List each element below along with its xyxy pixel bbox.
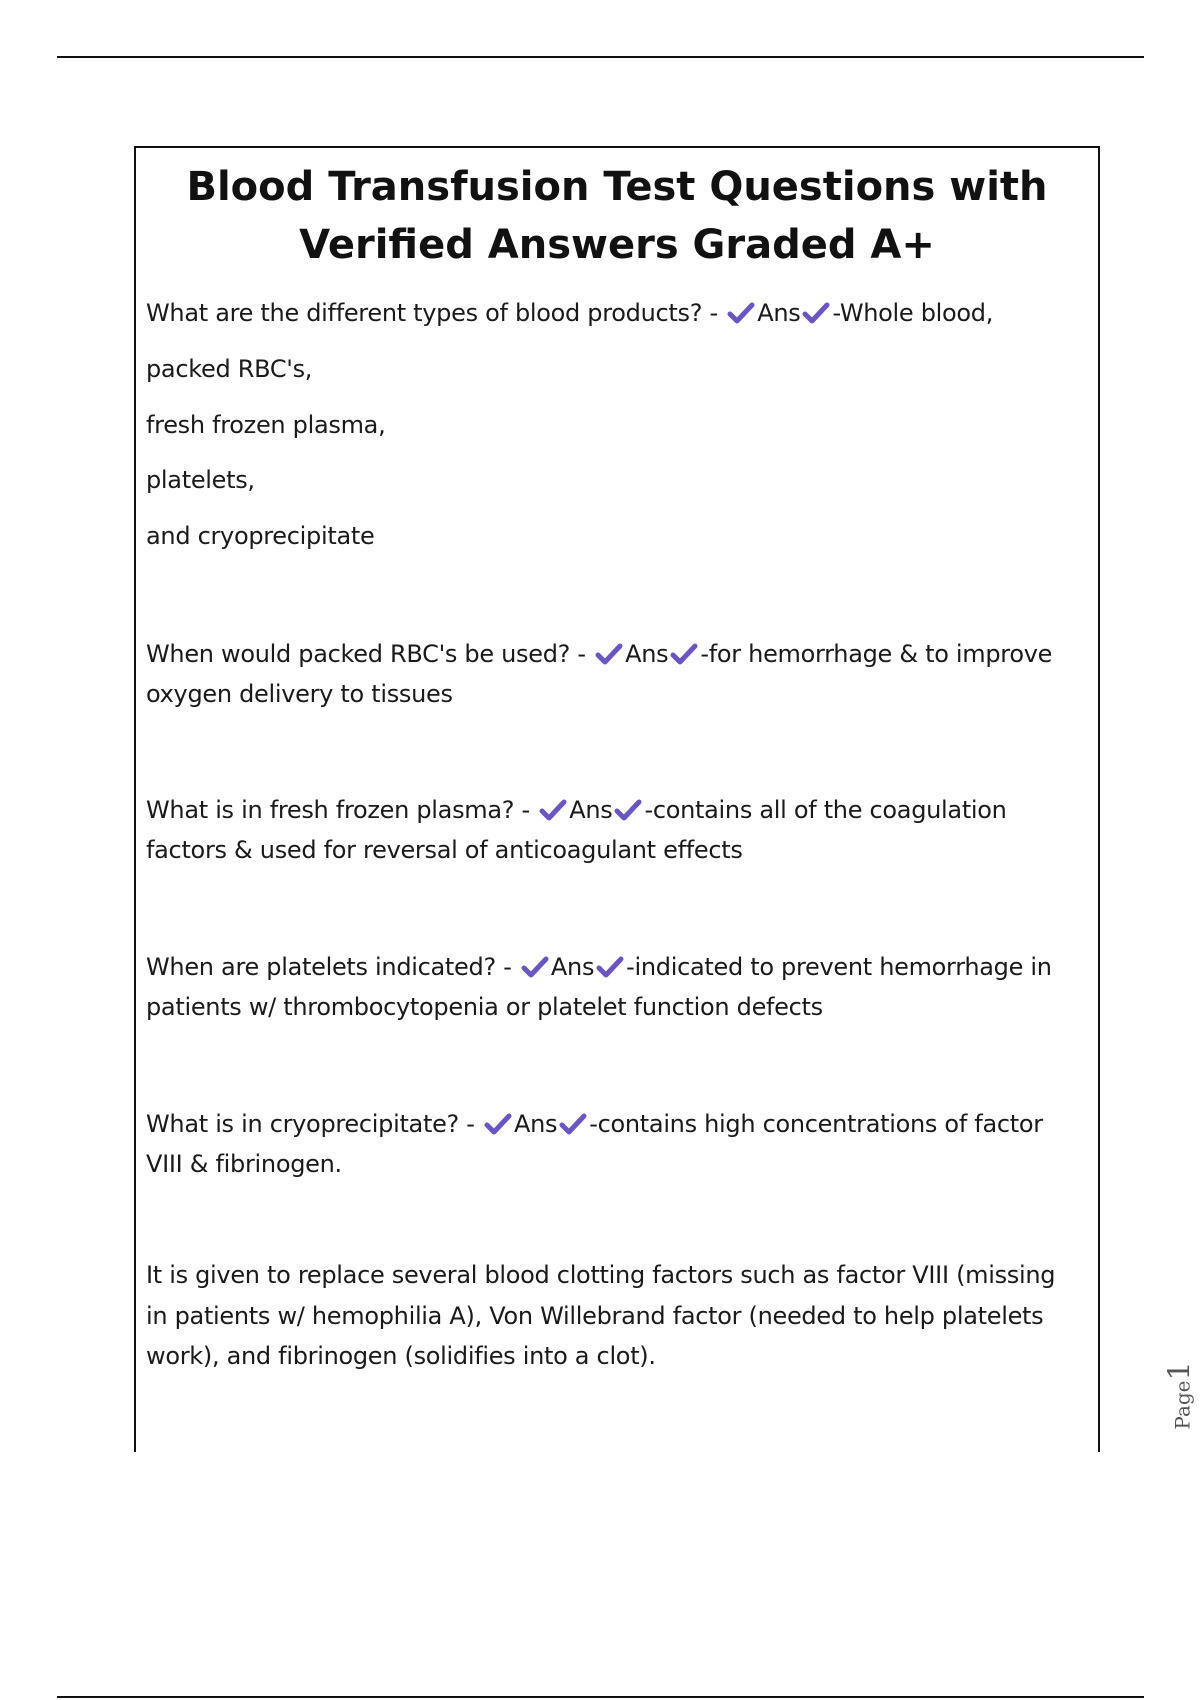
- checkmark-icon: [670, 642, 698, 666]
- qa-2-continuation-1: oxygen delivery to tissues: [146, 680, 453, 708]
- checkmark-icon: [559, 1112, 587, 1136]
- qa-1-line: [146, 298, 993, 328]
- ans-label: Ans: [514, 1110, 558, 1138]
- checkmark-icon: [614, 798, 642, 822]
- qa-1-continuation-1: packed RBC's,: [146, 355, 313, 383]
- top-rule: [57, 56, 1144, 58]
- qa-4-line: [146, 952, 1052, 982]
- ans-label: Ans: [757, 299, 801, 327]
- ans-label: Ans: [550, 953, 595, 981]
- qa-1-continuation-4: and cryoprecipitate: [146, 522, 375, 550]
- qa-2-line: [146, 639, 1052, 669]
- checkmark-icon: [539, 798, 567, 822]
- checkmark-icon: [802, 301, 830, 325]
- qa-5-line: [146, 1109, 1043, 1139]
- page-title: [136, 158, 1098, 274]
- paragraph-line-2: in patients w/ hemophilia A), Von Willebrand factor (needed to help platelets: [146, 1302, 1044, 1330]
- qa-1-continuation-2: fresh frozen plasma,: [146, 411, 386, 439]
- ans-label: Ans: [625, 640, 669, 668]
- answer-text: -Whole blood,: [832, 299, 994, 327]
- bottom-rule: [57, 1696, 1144, 1698]
- checkmark-icon: [596, 955, 624, 979]
- qa-3-line: [146, 795, 1007, 825]
- checkmark-icon: [484, 1112, 512, 1136]
- answer-text: -indicated to prevent hemorrhage in: [626, 953, 1052, 981]
- checkmark-icon: [727, 301, 755, 325]
- title-line-1: Blood Transfusion Test Questions with: [186, 164, 1048, 210]
- paragraph-line-1: It is given to replace several blood clotting factors such as factor VIII (missing: [146, 1261, 1056, 1289]
- checkmark-icon: [595, 642, 623, 666]
- qa-5-continuation-1: VIII & fibrinogen.: [146, 1150, 342, 1178]
- question-text: When would packed RBC's be used? -: [146, 640, 586, 668]
- page-label: Page: [1170, 1380, 1195, 1430]
- qa-4-continuation-1: patients w/ thrombocytopenia or platelet function defects: [146, 993, 823, 1021]
- question-text: What is in fresh frozen plasma? -: [146, 796, 530, 824]
- ans-label: Ans: [569, 796, 613, 824]
- checkmark-icon: [521, 955, 549, 979]
- paragraph-line-3: work), and fibrinogen (solidifies into a clot).: [146, 1342, 656, 1370]
- answer-text: -for hemorrhage & to improve: [700, 640, 1053, 668]
- qa-1-continuation-3: platelets,: [146, 466, 255, 494]
- title-line-2: Verified Answers Graded A+: [299, 222, 935, 268]
- question-text: What are the different types of blood products? -: [146, 299, 718, 327]
- page-number-value: 1: [1162, 1361, 1198, 1381]
- page-number: [1163, 1361, 1198, 1429]
- question-text: When are platelets indicated? -: [146, 953, 512, 981]
- qa-3-continuation-1: factors & used for reversal of anticoagulant effects: [146, 836, 743, 864]
- question-text: What is in cryoprecipitate? -: [146, 1110, 475, 1138]
- answer-text: -contains all of the coagulation: [644, 796, 1007, 824]
- answer-text: -contains high concentrations of factor: [589, 1110, 1043, 1138]
